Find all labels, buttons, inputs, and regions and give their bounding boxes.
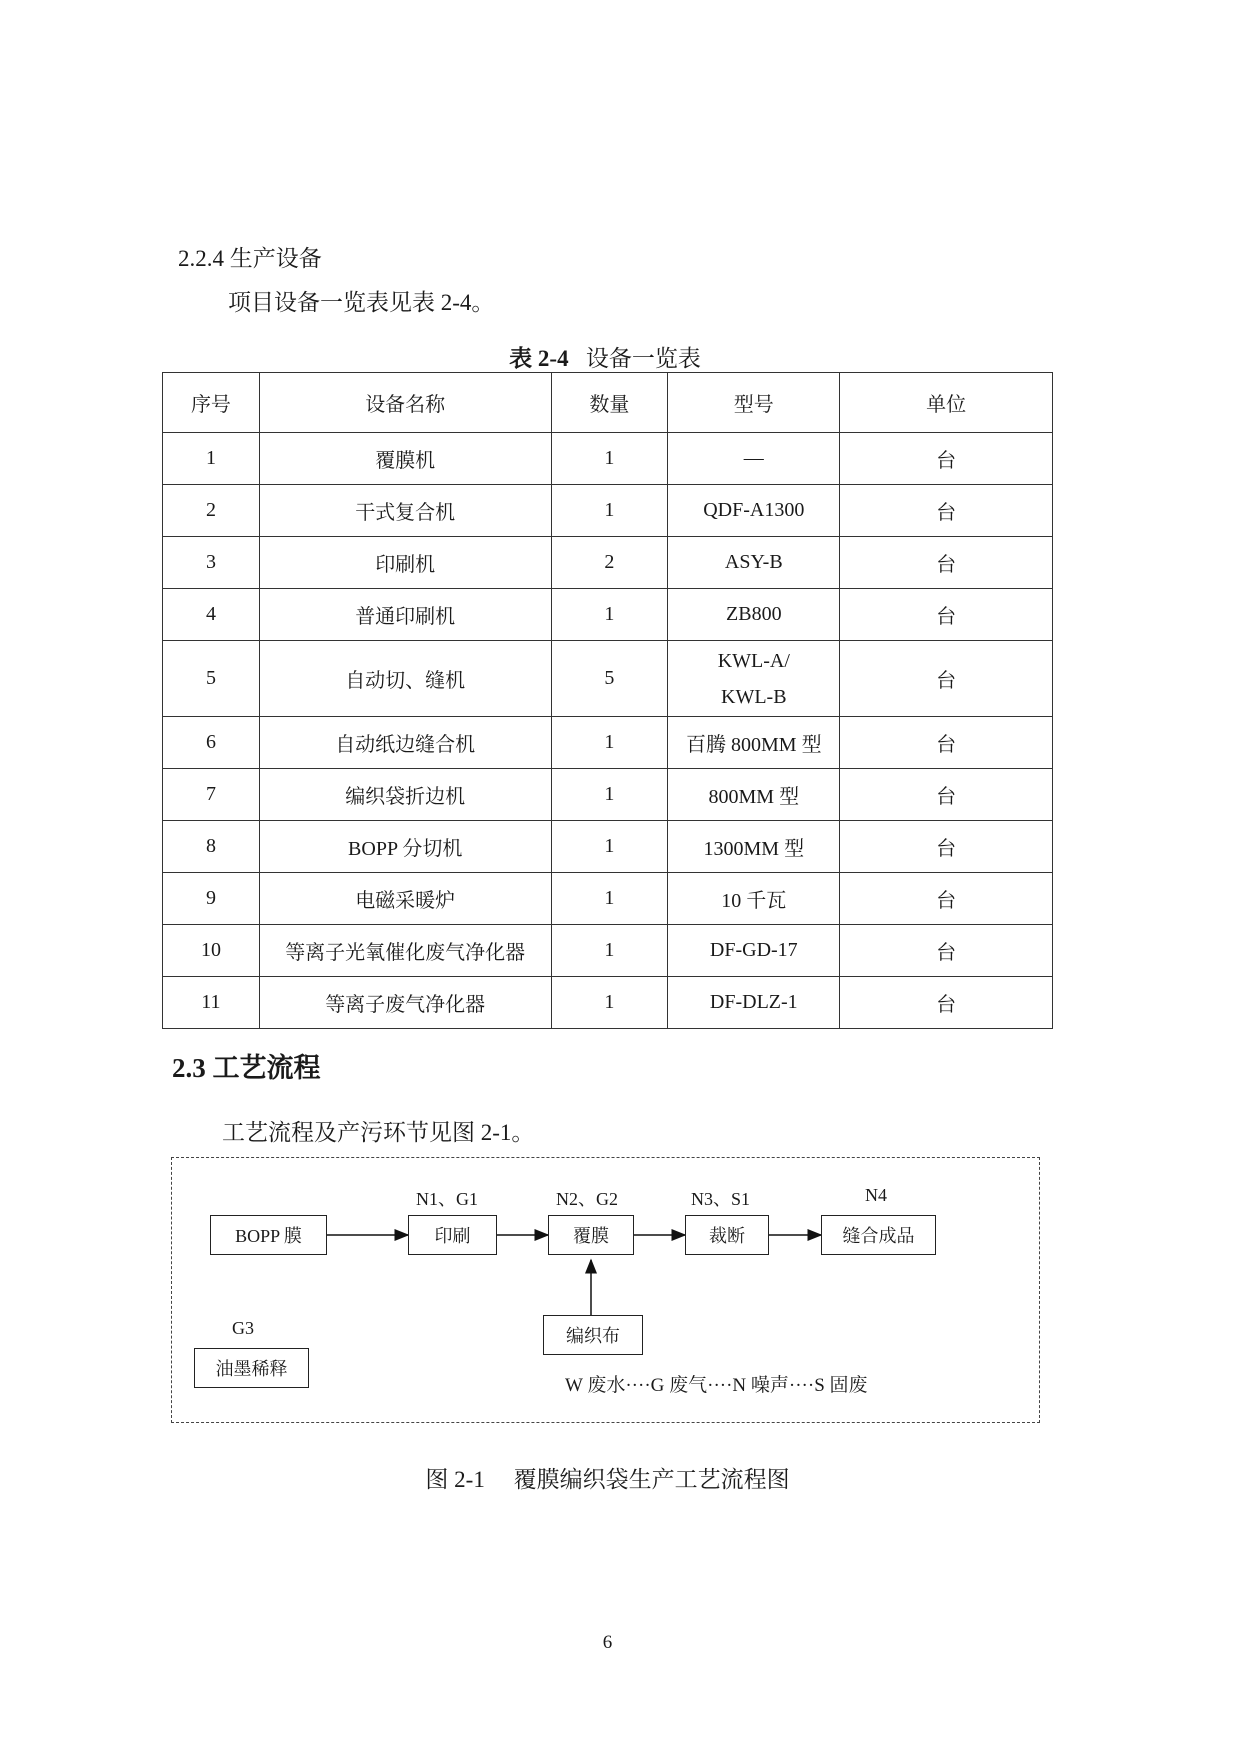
cell-unit: 台: [840, 589, 1053, 641]
cell-index: 11: [163, 977, 260, 1029]
cell-index: 4: [163, 589, 260, 641]
cell-name: 自动纸边缝合机: [259, 717, 551, 769]
emission-tag-cutting: N3、S1: [691, 1189, 751, 1209]
cell-name: 干式复合机: [259, 485, 551, 537]
section-heading: 2.3 工艺流程: [172, 1053, 321, 1083]
flow-intro: 工艺流程及产污环节见图 2-1。: [222, 1120, 535, 1145]
cell-index: 1: [163, 433, 260, 485]
figure-caption: 图 2-1 覆膜编织袋生产工艺流程图: [425, 1467, 790, 1492]
cell-unit: 台: [840, 821, 1053, 873]
table-title: 设备一览表: [585, 346, 701, 371]
cell-index: 9: [163, 873, 260, 925]
cell-name: 等离子光氧催化废气净化器: [259, 925, 551, 977]
cell-unit: 台: [840, 717, 1053, 769]
node-cutting: 裁断: [685, 1215, 769, 1255]
cell-name: 印刷机: [259, 537, 551, 589]
emission-tag-ink: G3: [232, 1318, 254, 1338]
cell-unit: 台: [840, 537, 1053, 589]
cell-quantity: 1: [551, 433, 668, 485]
cell-name: 电磁采暖炉: [259, 873, 551, 925]
cell-model: 10 千瓦: [668, 873, 840, 925]
table-row: [163, 641, 1053, 717]
node-bopp-film: BOPP 膜: [210, 1215, 327, 1255]
cell-model: 800MM 型: [668, 769, 840, 821]
cell-index: 3: [163, 537, 260, 589]
table-caption: [0, 340, 1210, 373]
cell-name: 普通印刷机: [259, 589, 551, 641]
cell-unit: 台: [840, 873, 1053, 925]
cell-name: 编织袋折边机: [259, 769, 551, 821]
cell-index: 2: [163, 485, 260, 537]
header-index: 序号: [163, 373, 260, 433]
emission-tag-sewing: N4: [865, 1185, 887, 1205]
table-row: [163, 873, 1053, 925]
cell-model: 1300MM 型: [668, 821, 840, 873]
table-row: [163, 433, 1053, 485]
table-row: [163, 589, 1053, 641]
table-row: [163, 537, 1053, 589]
cell-unit: 台: [840, 769, 1053, 821]
cell-index: 10: [163, 925, 260, 977]
cell-index: 8: [163, 821, 260, 873]
header-name: 设备名称: [259, 373, 551, 433]
cell-unit: 台: [840, 641, 1053, 717]
cell-quantity: 5: [551, 641, 668, 717]
emission-tag-laminating: N2、G2: [556, 1189, 618, 1209]
cell-model: —: [668, 433, 840, 485]
cell-quantity: 1: [551, 925, 668, 977]
table-row: [163, 821, 1053, 873]
pollutant-legend: W 废水····G 废气····N 噪声····S 固废: [565, 1375, 868, 1396]
cell-unit: 台: [840, 485, 1053, 537]
equipment-intro: 项目设备一览表见表 2-4。: [228, 290, 495, 315]
cell-index: 6: [163, 717, 260, 769]
cell-quantity: 1: [551, 873, 668, 925]
header-unit: 单位: [840, 373, 1053, 433]
cell-model: DF-DLZ-1: [668, 977, 840, 1029]
subsection-heading: 2.2.4 生产设备: [178, 246, 322, 271]
table-row: [163, 717, 1053, 769]
node-ink-dilution: 油墨稀释: [194, 1348, 309, 1388]
node-printing: 印刷: [408, 1215, 497, 1255]
cell-unit: 台: [840, 433, 1053, 485]
cell-quantity: 1: [551, 485, 668, 537]
cell-quantity: 1: [551, 717, 668, 769]
cell-model: ZB800: [668, 589, 840, 641]
table-row: [163, 769, 1053, 821]
cell-index: 7: [163, 769, 260, 821]
cell-name: BOPP 分切机: [259, 821, 551, 873]
header-model: 型号: [668, 373, 840, 433]
equipment-table: [162, 372, 1053, 1029]
cell-model: QDF-A1300: [668, 485, 840, 537]
cell-quantity: 1: [551, 769, 668, 821]
cell-quantity: 1: [551, 977, 668, 1029]
table-row: [163, 925, 1053, 977]
node-woven-cloth: 编织布: [543, 1315, 643, 1355]
node-laminating: 覆膜: [548, 1215, 634, 1255]
table-row: [163, 485, 1053, 537]
cell-name: 自动切、缝机: [259, 641, 551, 717]
header-quantity: 数量: [551, 373, 668, 433]
cell-unit: 台: [840, 925, 1053, 977]
table-number: 表 2-4: [509, 346, 569, 371]
cell-quantity: 2: [551, 537, 668, 589]
emission-tag-printing: N1、G1: [416, 1189, 478, 1209]
flow-diagram: [171, 1157, 1040, 1423]
cell-index: 5: [163, 641, 260, 717]
table-header-row: [163, 373, 1053, 433]
cell-name: 等离子废气净化器: [259, 977, 551, 1029]
cell-unit: 台: [840, 977, 1053, 1029]
cell-model: ASY-B: [668, 537, 840, 589]
table-row: [163, 977, 1053, 1029]
cell-model: KWL-A/ KWL-B: [668, 641, 840, 717]
node-sewing: 缝合成品: [821, 1215, 936, 1255]
cell-name: 覆膜机: [259, 433, 551, 485]
cell-model: DF-GD-17: [668, 925, 840, 977]
page-number: 6: [602, 1632, 613, 1653]
cell-quantity: 1: [551, 589, 668, 641]
cell-quantity: 1: [551, 821, 668, 873]
cell-model: 百腾 800MM 型: [668, 717, 840, 769]
